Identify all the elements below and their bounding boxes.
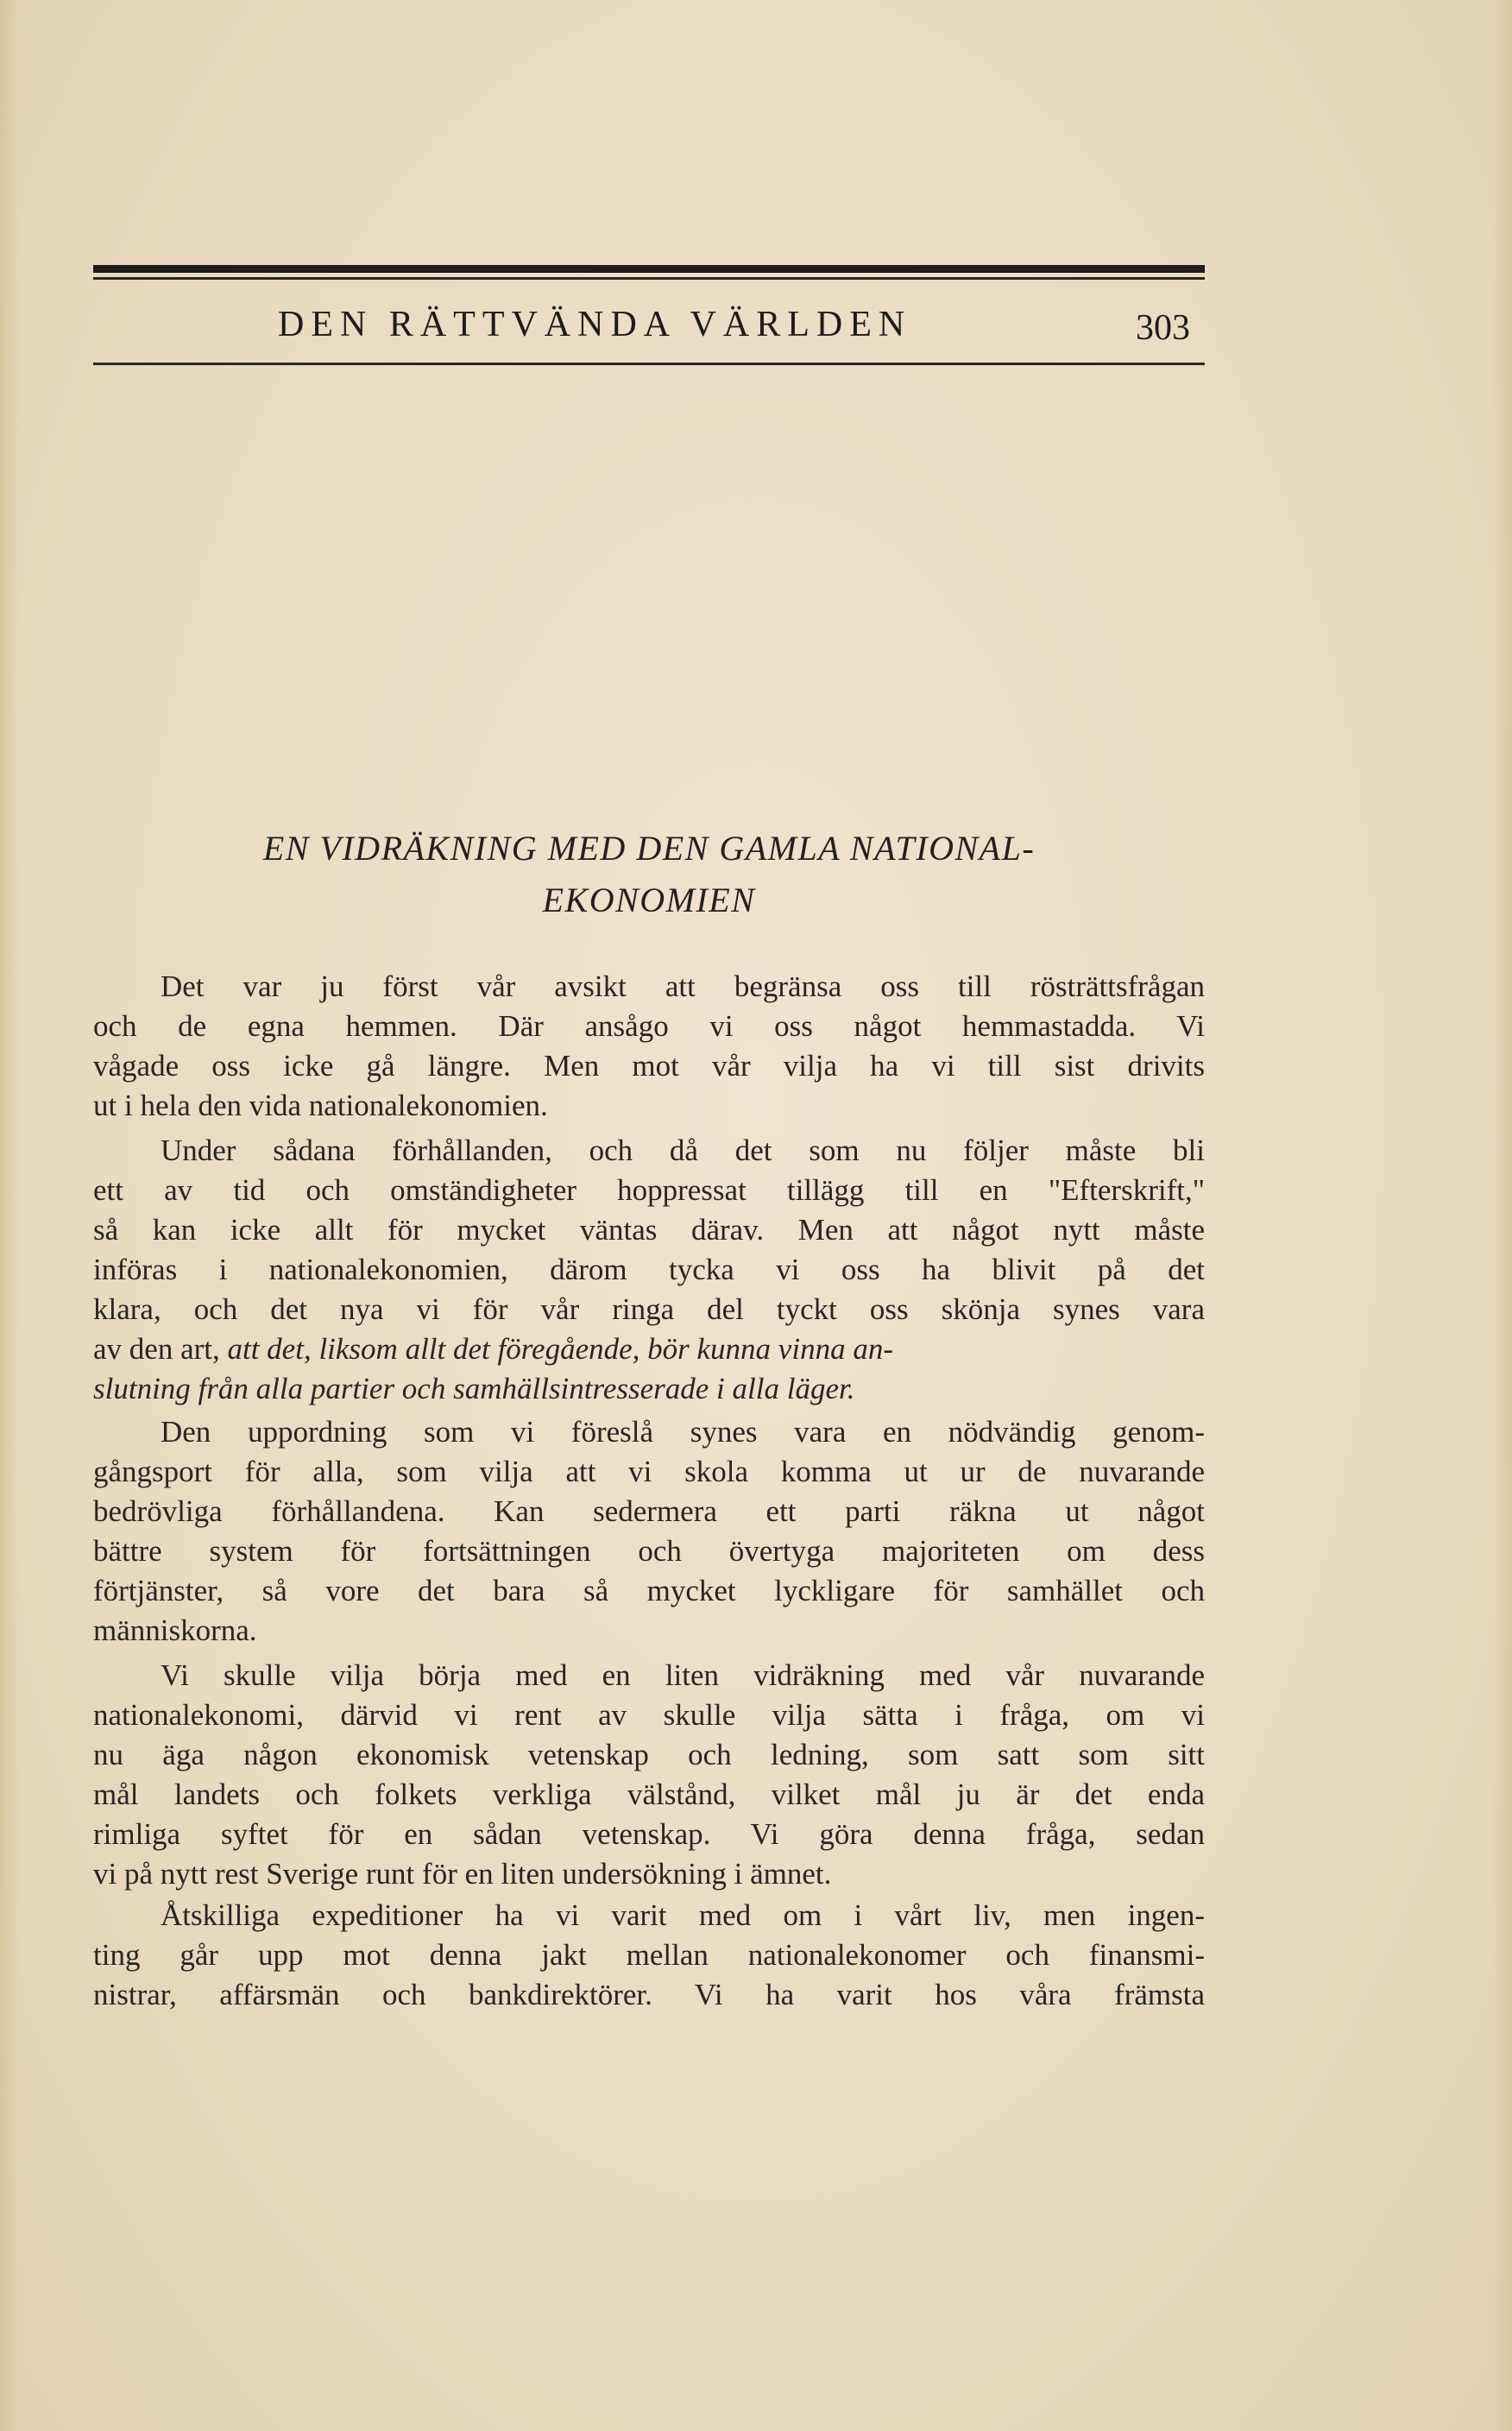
text-line: gångsport för alla, som vilja att vi skola komma ut ur de nuvarande [93,1455,1205,1488]
text-line: rimliga syftet för en sådan vetenskap. Vi göra denna fråga, sedan [93,1817,1205,1851]
text-line: förtjänster, så vore det bara så mycket lyckligare för samhället och [93,1574,1205,1607]
text-line: bättre system för fortsättningen och övertyga majoriteten om dess [93,1534,1205,1568]
chapter-title-line-2: EKONOMIEN [542,881,756,919]
text-line: ut i hela den vida nationalekonomien. [93,1089,548,1122]
text-line: ting går upp mot denna jakt mellan nationalekonomer och finansmi- [93,1938,1205,1972]
text-line: bedrövliga förhållandena. Kan sedermera ett parti räkna ut något [93,1494,1205,1528]
text-line: Under sådana förhållanden, och då det som nu följer måste bli [161,1133,1205,1167]
text-line: och de egna hemmen. Där ansågo vi oss något hemmastadda. Vi [93,1009,1205,1043]
text-line: Vi skulle vilja börja med en liten vidräkning med vår nuvarande [161,1658,1205,1692]
text-line: så kan icke allt för mycket väntas därav. Men att något nytt måste [93,1213,1205,1247]
text-line: nistrar, affärsmän och bankdirektörer. Vi ha varit hos våra främsta [93,1978,1205,2011]
text-line: nu äga någon ekonomisk vetenskap och ledning, som satt som sitt [93,1738,1205,1771]
header-rule-top-thick [93,265,1205,273]
page-edge-shadow-left [0,0,19,2431]
text-line-mixed [93,1329,1205,1369]
header-rule-bottom [93,363,1205,365]
text-line: vågade oss icke gå längre. Men mot vår vilja ha vi till sist drivits [93,1049,1205,1083]
page-number: 303 [1136,308,1190,348]
text-line: Den uppordning som vi föreslå synes vara en nödvändig genom- [161,1415,1205,1449]
text-line: människorna. [93,1613,257,1647]
text-line: nationalekonomi, därvid vi rent av skulle vilja sätta i fråga, om vi [93,1698,1205,1732]
text-line: Det var ju först vår avsikt att begränsa oss till rösträttsfrågan [161,969,1205,1003]
text-line: klara, och det nya vi för vår ringa del tyckt oss skönja synes vara [93,1292,1205,1326]
running-head-title: DEN RÄTTVÄNDA VÄRLDEN [278,305,912,344]
chapter-title-line-1: EN VIDRÄKNING MED DEN GAMLA NATIONAL- [262,829,1036,868]
emphasized-text-line: slutning från alla partier och samhällsintresserade i alla läger. [93,1372,855,1405]
text-line: införas i nationalekonomien, därom tycka vi oss ha blivit på det [93,1253,1205,1286]
text-line: ett av tid och omständigheter hoppressat tillägg till en "Efterskrift," [93,1173,1205,1207]
text-line: mål landets och folkets verkliga välstånd, vilket mål ju är det enda [93,1777,1205,1811]
emphasized-text: att det, liksom allt det föregående, bör kunna vinna an- [227,1332,893,1366]
text-segment: av den art, [93,1332,228,1366]
page-edge-shadow-right [1493,0,1512,2431]
text-line: Åtskilliga expeditioner ha vi varit med om i vårt liv, men ingen- [161,1898,1205,1932]
header-rule-top-thin [93,277,1205,280]
text-line: vi på nytt rest Sverige runt för en liten undersökning i ämnet. [93,1857,832,1891]
